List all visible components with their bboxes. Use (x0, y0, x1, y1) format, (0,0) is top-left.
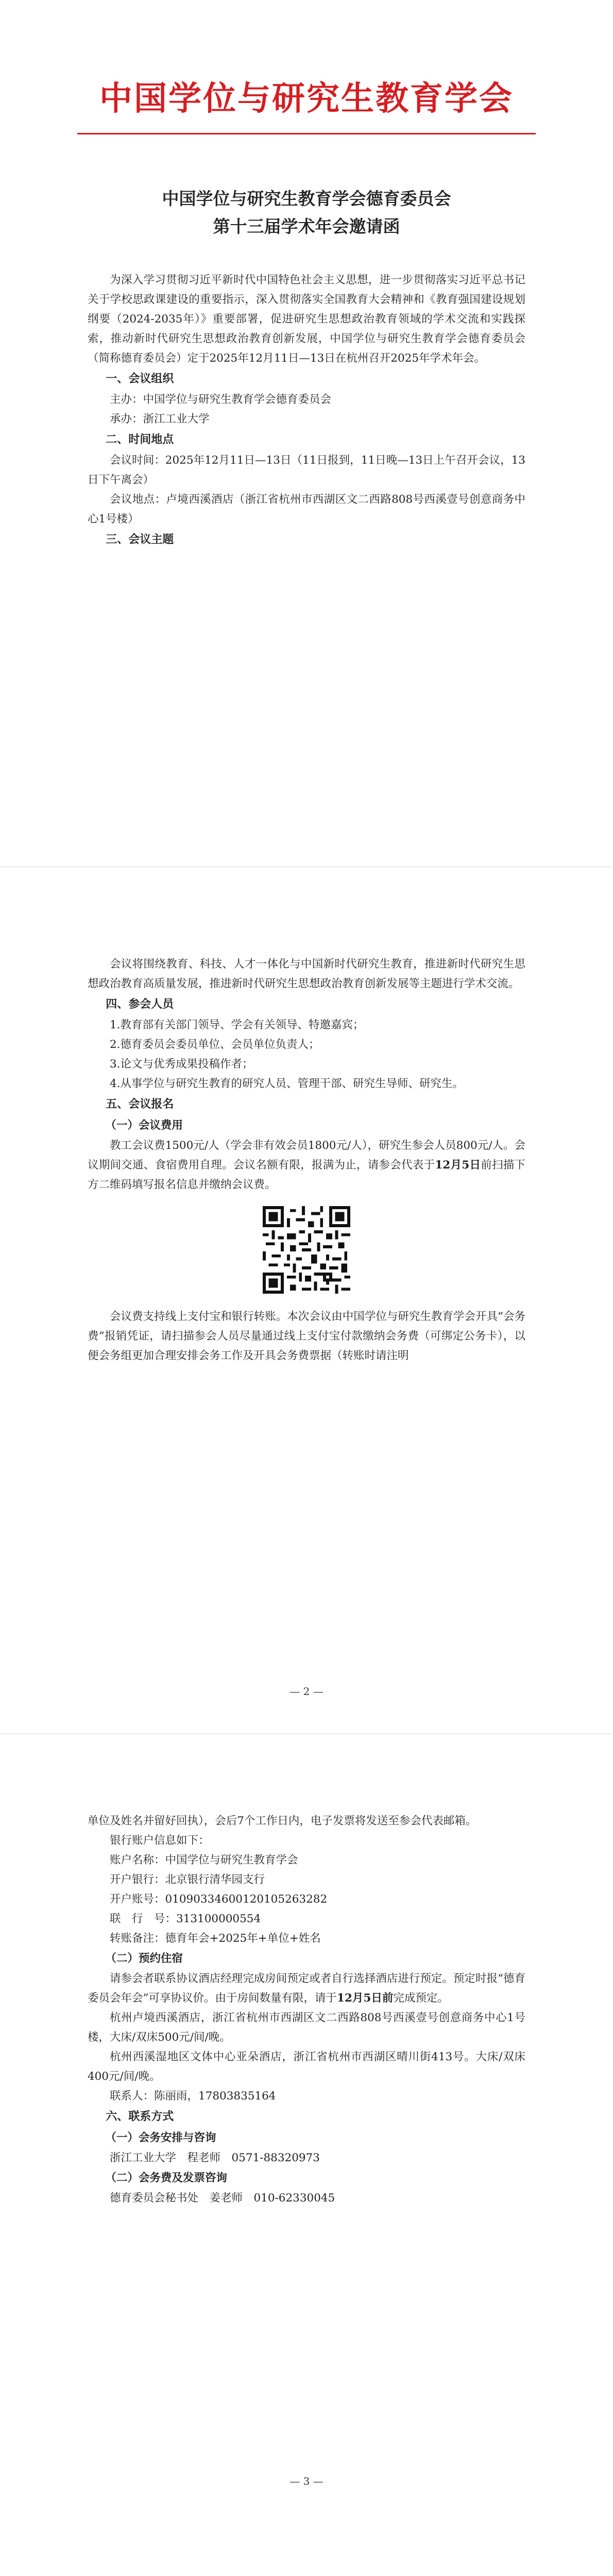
hotel-deadline: 12月5日前 (337, 1992, 394, 2005)
document-page-3 (0, 1734, 613, 2576)
contact-2: 德育委员会秘书处 姜老师 010-62330045 (110, 2192, 335, 2205)
contact-2-heading: （二）会务费及发票咨询 (105, 2172, 227, 2184)
page3-body (0, 1734, 613, 2208)
contact-1: 浙江工业大学 程老师 0571-88320973 (110, 2151, 320, 2164)
masthead-divider (77, 133, 536, 134)
hotel-contact: 联系人：陈丽雨，17803835164 (110, 2090, 276, 2103)
page-number-3: — 3 — (290, 2475, 323, 2487)
hotel-paragraph: 请参会者联系协议酒店经理完成房间预定或者自行选择酒店进行预定。预定时报“德育委员会年会”可享协议价。由于房间数量有限，请于12月5日前完成预定。 (88, 1972, 525, 2005)
attendee-item-4: 4.从事学位与研究生教育的研究人员、管理干部、研究生导师、研究生。 (110, 1077, 464, 1090)
theme-paragraph: 会议将围绕教育、科技、人才一体化与中国新时代研究生教育，推进新时代研究生思想政治教育高质量发展，推进新时代研究生思想政治教育创新发展等主题进行学术交流。 (88, 958, 525, 990)
attendee-item-1: 1.教育部有关部门领导、学会有关领导、特邀嘉宾； (110, 1019, 364, 1031)
page-number-2: — 2 — (290, 1685, 323, 1698)
section-2-heading: 二、时间地点 (106, 433, 174, 446)
page1-body (0, 270, 613, 551)
payment-paragraph: 会议费支持线上支付宝和银行转账。本次会议由中国学位与研究生教育学会开具“会务费”报销凭证，请扫描参会人员尽量通过线上支付宝付款缴纳会务费（可绑定公务卡），以便会务组更加合理安排会务工作及开具会务费票据（转账时请注明 (88, 1310, 525, 1362)
hotel-2: 杭州西溪湿地区文体中心亚朵酒店，浙江省杭州市西湖区晴川街413号。大床/双床400元/间/晚。 (88, 2050, 525, 2083)
fee-deadline: 12月5日 (435, 1159, 481, 1172)
masthead-title: 中国学位与研究生教育学会 (99, 80, 514, 118)
section-4-heading: 四、参会人员 (106, 998, 174, 1011)
title-line-1: 中国学位与研究生教育学会德育委员会 (162, 189, 451, 209)
host-text: 承办：浙江工业大学 (110, 413, 210, 426)
page2-body (0, 867, 613, 1366)
bank-name: 开户银行：北京银行清华园支行 (110, 1873, 265, 1886)
title-line-2: 第十三届学术年会邀请函 (213, 216, 400, 236)
bank-intro: 银行账户信息如下： (110, 1834, 210, 1847)
bank-account-name: 账户名称：中国学位与研究生教育学会 (110, 1854, 298, 1867)
intro-paragraph: 为深入学习贯彻习近平新时代中国特色社会主义思想，进一步贯彻落实习近平总书记关于学校思政课建设的重要指示，深入贯彻落实全国教育大会精神和《教育强国建设规划纲要（2024-2035年）》重要部署，促进研究生思想政治教育领域的学术交流和实践探索，推动新时代研究生思想政治教育创新发展，中国学位与研究生教育学会德育委员会（简称德育委员会）定于2025年12月11日—13日在杭州召开2025年学术年会。 (88, 274, 525, 365)
meeting-time: 会议时间：2025年12月11日—13日（11日报到，11日晚—13日上午召开会议，13日下午离会） (88, 454, 525, 486)
contact-1-heading: （一）会务安排与咨询 (105, 2131, 216, 2144)
hotel-subheading: （二）预约住宿 (105, 1952, 183, 1965)
organizer-text: 主办：中国学位与研究生教育学会德育委员会 (110, 393, 332, 406)
document-page-2 (0, 867, 613, 1734)
bank-account-number: 开户账号：01090334600120105263282 (110, 1893, 328, 1906)
section-5-heading: 五、会议报名 (106, 1098, 174, 1111)
bank-code: 联 行 号：313100000554 (110, 1912, 261, 1925)
meeting-place: 会议地点：卢境西溪酒店（浙江省杭州市西湖区文二西路808号西溪壹号创意商务中心1号楼） (88, 493, 525, 526)
hotel-1: 杭州卢境西溪酒店，浙江省杭州市西湖区文二西路808号西溪壹号创意商务中心1号楼，大床/双床500元/间/晚。 (88, 2011, 525, 2044)
fee-paragraph: 教工会议费1500元/人（学会非有效会员1800元/人），研究生参会人员800元/人。会议期间交通、食宿费用自理。会议名额有限，报满为止，请参会代表于12月5日前扫描下方二维码填写报名信息并缴纳会议费。 (88, 1139, 525, 1191)
transfer-remark: 转账备注：德育年会+2025年+单位+姓名 (110, 1932, 321, 1945)
document-title (0, 185, 613, 241)
document-page-1 (0, 0, 613, 867)
attendee-item-2: 2.德育委员会委员单位、会员单位负责人； (110, 1038, 320, 1051)
registration-qr-code[interactable] (263, 1206, 350, 1294)
section-3-heading: 三、会议主题 (106, 533, 174, 546)
fee-subheading: （一）会议费用 (105, 1119, 183, 1132)
section-1-heading: 一、会议组织 (106, 372, 174, 385)
section-6-heading: 六、联系方式 (106, 2110, 174, 2123)
payment-paragraph-continued: 单位及姓名并留好回执），会后7个工作日内，电子发票将发送至参会代表邮箱。 (88, 1815, 477, 1827)
attendee-item-3: 3.论文与优秀成果投稿作者； (110, 1058, 253, 1071)
